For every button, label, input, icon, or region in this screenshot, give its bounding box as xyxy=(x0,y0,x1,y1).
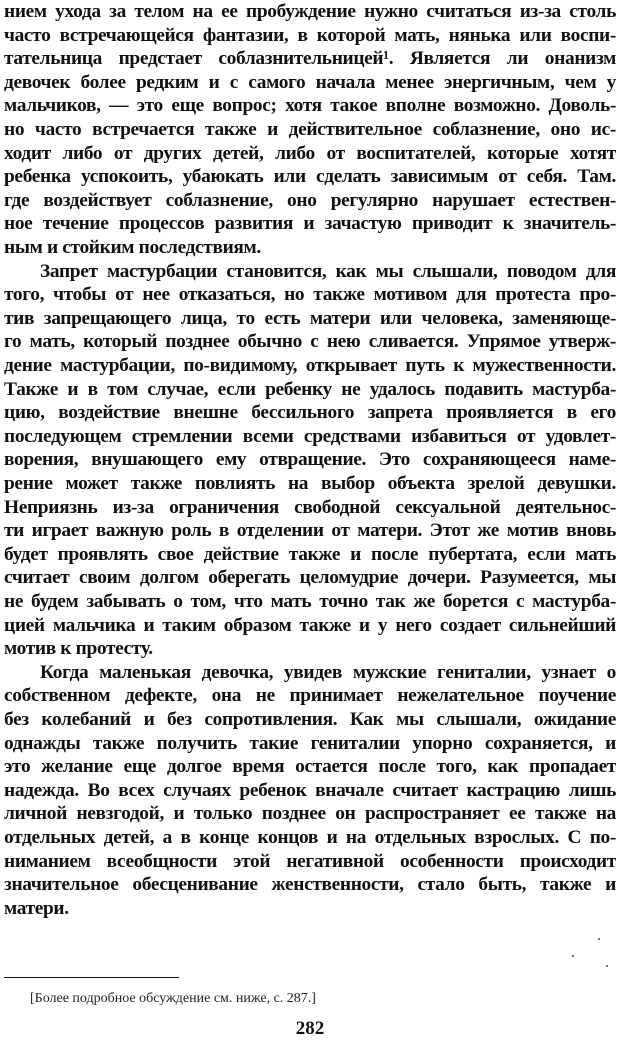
text-line: нием ухода за телом на ее пробуждение нужно считаться из-за столь xyxy=(4,1,616,22)
text-line: ное течение процессов развития и зачастую приводит к значитель- xyxy=(4,213,616,235)
text-line: ниманием всеобщности этой негативной особенности происходит xyxy=(4,850,616,872)
text-line: ным и стойким последствиям. xyxy=(4,237,261,258)
text-line: считает своим долгом оберегать целомудрие дочери. Разумеется, мы xyxy=(4,567,616,589)
text-line: Когда маленькая девочка, увидев мужские гениталии, узнает о xyxy=(40,661,616,683)
scan-speck xyxy=(598,938,600,940)
text-line: ребенка успокоить, убаюкать или сделать зависимым от себя. Там. xyxy=(4,166,616,188)
text-line: однажды также получить такие гениталии упорно сохраняется, и xyxy=(4,732,616,754)
text-line: надежда. Во всех случаях ребенок вначале считает кастрацию лишь xyxy=(4,779,616,801)
text-line: последующем стремлении всеми средствами избавиться от удовлет- xyxy=(4,425,616,447)
text-line: ходит либо от других детей, либо от воспитателей, которые хотят xyxy=(4,142,616,164)
text-line: собственном дефекте, она не принимает нежелательное поучение xyxy=(4,685,616,707)
text-line: тательница предстает соблазнительницей¹. Является ли онанизм xyxy=(4,48,616,70)
text-line: не будем забывать о том, что мать точно так же борется с мастурба- xyxy=(4,591,616,612)
text-line: ворения, внушающего ему отвращение. Это сохраняющееся наме- xyxy=(4,449,616,471)
text-line: тив запрещающего лица, то есть матери или человека, заменяюще- xyxy=(4,307,616,329)
text-line: это желание еще долгое время остается после того, как пропадает xyxy=(4,756,616,778)
text-line: мотив к протесту. xyxy=(4,638,153,660)
text-line: но часто встречается также и действительное соблазнение, оно ис- xyxy=(4,119,616,140)
text-line: ти играет важную роль в отделении от матери. Этот же мотив вновь xyxy=(4,520,616,542)
text-line: дение мастурбации, по-видимому, открывает путь к мужественности. xyxy=(4,355,616,376)
text-line: цией мальчика и таким образом также и у него создает сильнейший xyxy=(4,614,616,636)
text-line: Запрет мастурбации становится, как мы слышали, поводом для xyxy=(40,260,616,282)
text-line: го мать, который позднее обычно с нею сливается. Упрямое утверж- xyxy=(4,331,616,353)
text-line: матери. xyxy=(4,897,69,919)
text-line: без колебаний и без сопротивления. Как мы слышали, ожидание xyxy=(4,709,616,730)
page-number: 282 xyxy=(295,1018,325,1039)
text-line: часто встречающейся фантазии, в которой мать, нянька или воспи- xyxy=(4,24,616,46)
text-line: того, чтобы от нее отказаться, но также мотивом для протеста про- xyxy=(4,284,616,306)
text-line: где воздействует соблазнение, оно регулярно нарушает естествен- xyxy=(4,189,616,211)
text-line: Неприязнь из-за ограничения свободной сексуальной деятельнос- xyxy=(4,496,616,518)
text-line: рение может также повлиять на выбор объекта зрелой девушки. xyxy=(4,473,616,494)
footnote: [Более подробное обсуждение см. ниже, с. 287.] xyxy=(30,991,316,1006)
text-line: мальчиков, — это еще вопрос; хотя такое вполне возможно. Доволь- xyxy=(4,95,616,117)
text-line: будет проявлять свое действие также и после пубертата, если мать xyxy=(4,543,616,565)
footnote-divider xyxy=(4,977,179,978)
scan-speck xyxy=(606,965,608,967)
text-line: Также и в том случае, если ребенку не удалось подавить мастурба- xyxy=(4,378,616,400)
text-line: цию, воздействие внешне бессильного запрета проявляется в его xyxy=(4,402,616,424)
text-line: отдельных детей, а в конце концов и на отдельных взрослых. С по- xyxy=(4,827,616,848)
scan-speck xyxy=(572,955,574,957)
text-line: личной невзгодой, и только позднее он распространяет ее также на xyxy=(4,803,616,825)
text-line: значительное обесценивание женственности, стало быть, также и xyxy=(4,874,616,896)
text-line: девочек более редким и с самого начала менее энергичным, чем у xyxy=(4,71,616,93)
